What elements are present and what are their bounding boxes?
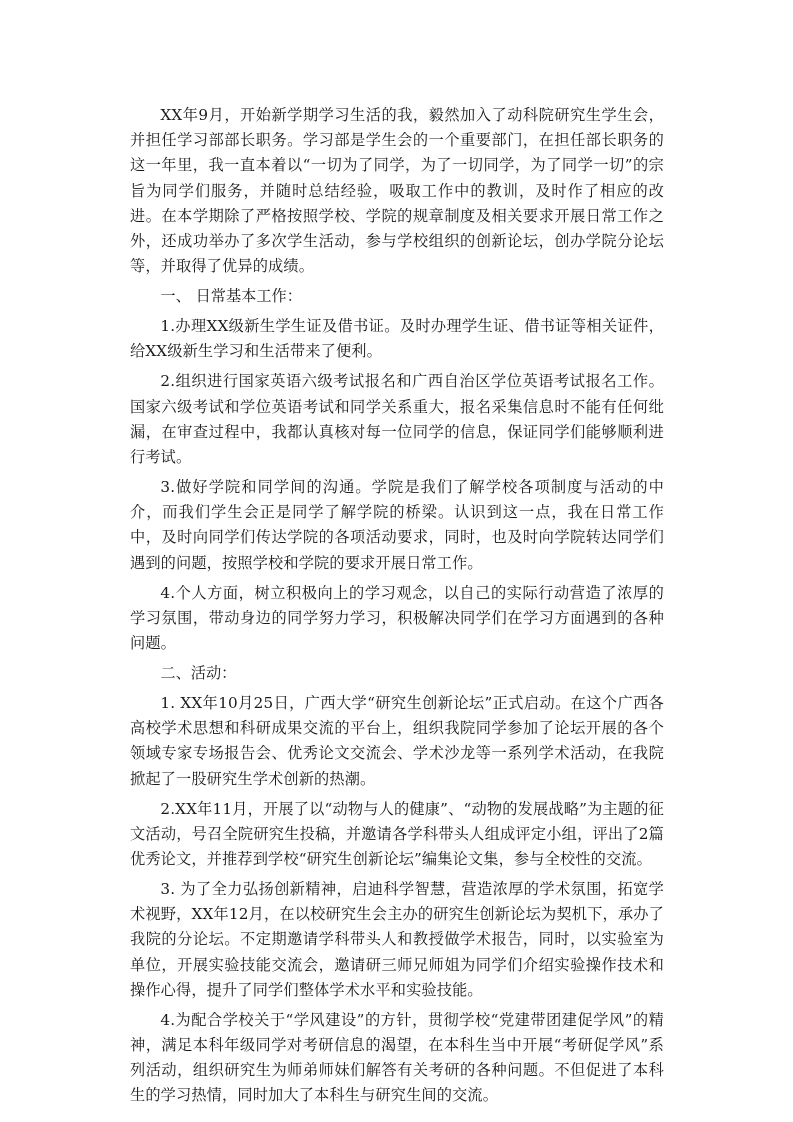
daily-work-item-3: 3.做好学院和同学间的沟通。学院是我们了解学校各项制度与活动的中介，而我们学生会正是同学了解学院的桥梁。认识到这一点，我在日常工作中，及时向同学们传达学院的各项活动要求，同时，也及时向学院转达同学们遇到的问题，按照学校和学院的要求开展日常工作。	[130, 478, 664, 572]
daily-work-item-1: 1.办理XX级新生学生证及借书证。及时办理学生证、借书证等相关证件，给XX级新生学习和生活带来了便利。	[130, 317, 664, 361]
section-heading-activities: 二、活动：	[160, 664, 237, 683]
daily-work-item-4: 4.个人方面，树立积极向上的学习观念，以自己的实际行动营造了浓厚的学习氛围，带动身边的同学努力学习，积极解决同学们在学习方面遇到的各种问题。	[130, 583, 664, 653]
activity-item-3: 3. 为了全力弘扬创新精神，启迪科学智慧，营造浓厚的学术氛围，拓宽学术视野，XX年12月，在以校研究生会主办的研究生创新论坛为契机下，承办了我院的分论坛。不定期邀请学科带头人和教授做学术报告，同时，以实验室为单位，开展实验技能交流会，邀请研三师兄师姐为同学们介绍实验操作技术和操作心得，提升了同学们整体学术水平和实验技能。	[130, 880, 664, 999]
activity-item-1: 1. XX年10月25日，广西大学“研究生创新论坛”正式启动。在这个广西各高校学术思想和科研成果交流的平台上，组织我院同学参加了论坛开展的各个领域专家专场报告会、优秀论文交流会、学术沙龙等一系列学术活动，在我院掀起了一股研究生学术创新的热潮。	[130, 694, 664, 788]
activity-item-4: 4.为配合学校关于“学风建设”的方针，贯彻学校“党建带团建促学风”的精神，满足本科年级同学对考研信息的渴望，在本科生当中开展“考研促学风”系列活动，组织研究生为师弟师妹们解答有关考研的各种问题。不但促进了本科生的学习热情，同时加大了本科生与研究生间的交流。	[130, 1010, 664, 1105]
intro-paragraph: XX年9月，开始新学期学习生活的我，毅然加入了动科院研究生学生会，并担任学习部部长职务。学习部是学生会的一个重要部门，在担任部长职务的这一年里，我一直本着以“一切为了同学，为了一切同学，为了同学一切”的宗旨为同学们服务，并随时总结经验，吸取工作中的教训，及时作了相应的改进。在本学期除了严格按照学校、学院的规章制度及相关要求开展日常工作之外，还成功举办了多次学生活动，参与学校组织的创新论坛，创办学院分论坛等，并取得了优异的成绩。	[130, 106, 664, 276]
section-heading-daily-work: 一、 日常基本工作：	[160, 287, 302, 306]
daily-work-item-2: 2.组织进行国家英语六级考试报名和广西自治区学位英语考试报名工作。国家六级考试和学位英语考试和同学关系重大，报名采集信息时不能有任何纰漏，在审查过程中，我都认真核对每一位同学的信息，保证同学们能够顺利进行考试。	[130, 372, 664, 467]
activity-item-2: 2.XX年11月，开展了以“动物与人的健康”、“动物的发展战略”为主题的征文活动，号召全院研究生投稿，并邀请各学科带头人组成评定小组，评出了2篇优秀论文，并推荐到学校“研究生创新论坛”编集论文集，参与全校性的交流。	[130, 799, 664, 869]
document-page	[130, 103, 664, 1113]
